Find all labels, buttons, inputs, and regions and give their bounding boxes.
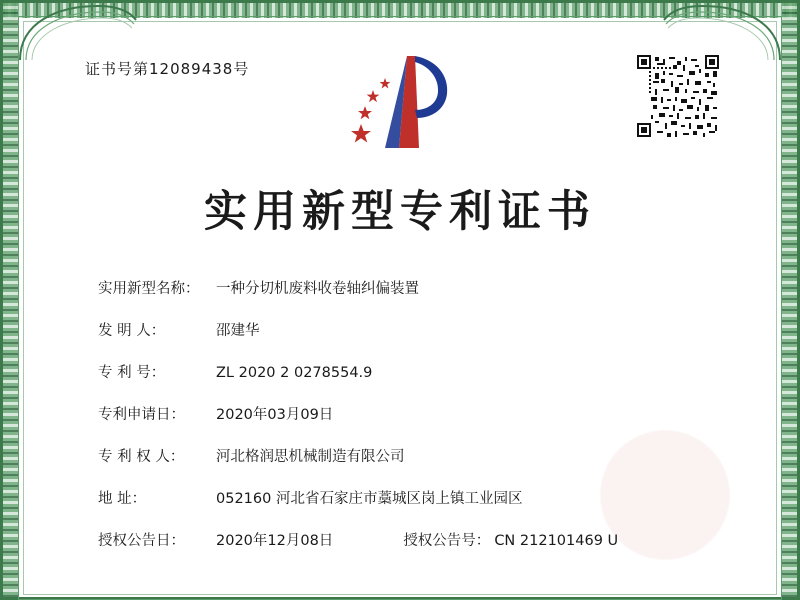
field-row-patentee: [98, 445, 718, 466]
field-row-utility-model-name: [98, 277, 718, 298]
field-row-inventor: [98, 319, 718, 340]
field-row-grant-publication: [98, 529, 718, 550]
field-label-patentee: 专 利 权 人：: [98, 449, 185, 465]
qr-code-icon: [637, 55, 719, 137]
certificate-fields: [98, 277, 718, 571]
field-label-utility-model-name: 实用新型名称：: [98, 281, 200, 297]
field-value-address: 052160 河北省石家庄市藁城区岗上镇工业园区: [216, 491, 523, 507]
field-value-patent-number: ZL 2020 2 0278554.9: [216, 365, 373, 381]
field-value-utility-model-name: 一种分切机废料收卷轴纠偏装置: [216, 281, 419, 297]
field-value-application-date: 2020年03月09日: [216, 407, 334, 423]
patent-logo-icon: [345, 48, 465, 158]
page-title: 实用新型专利证书: [204, 187, 596, 237]
field-group-grant-number: [403, 529, 618, 550]
certificate-number: 证书号第12089438号: [85, 60, 250, 78]
field-value-inventor: 邵建华: [216, 323, 260, 339]
field-value-patentee: 河北格润思机械制造有限公司: [216, 449, 405, 465]
field-value-grant-number: CN 212101469 U: [494, 533, 619, 549]
field-row-address: [98, 487, 718, 508]
field-label-application-date: 专利申请日：: [98, 407, 185, 423]
ornament-band-right: [782, 3, 797, 597]
ornament-band-left: [3, 3, 18, 597]
field-label-inventor: 发 明 人：: [98, 323, 166, 339]
field-row-application-date: [98, 403, 718, 424]
field-label-address: 地 址：: [98, 491, 147, 507]
field-value-grant-date: 2020年12月08日: [216, 533, 334, 549]
field-label-patent-number: 专 利 号：: [98, 365, 166, 381]
field-row-patent-number: [98, 361, 718, 382]
field-label-grant-number: 授权公告号：: [403, 533, 491, 549]
field-label-grant-date: 授权公告日：: [98, 533, 185, 549]
